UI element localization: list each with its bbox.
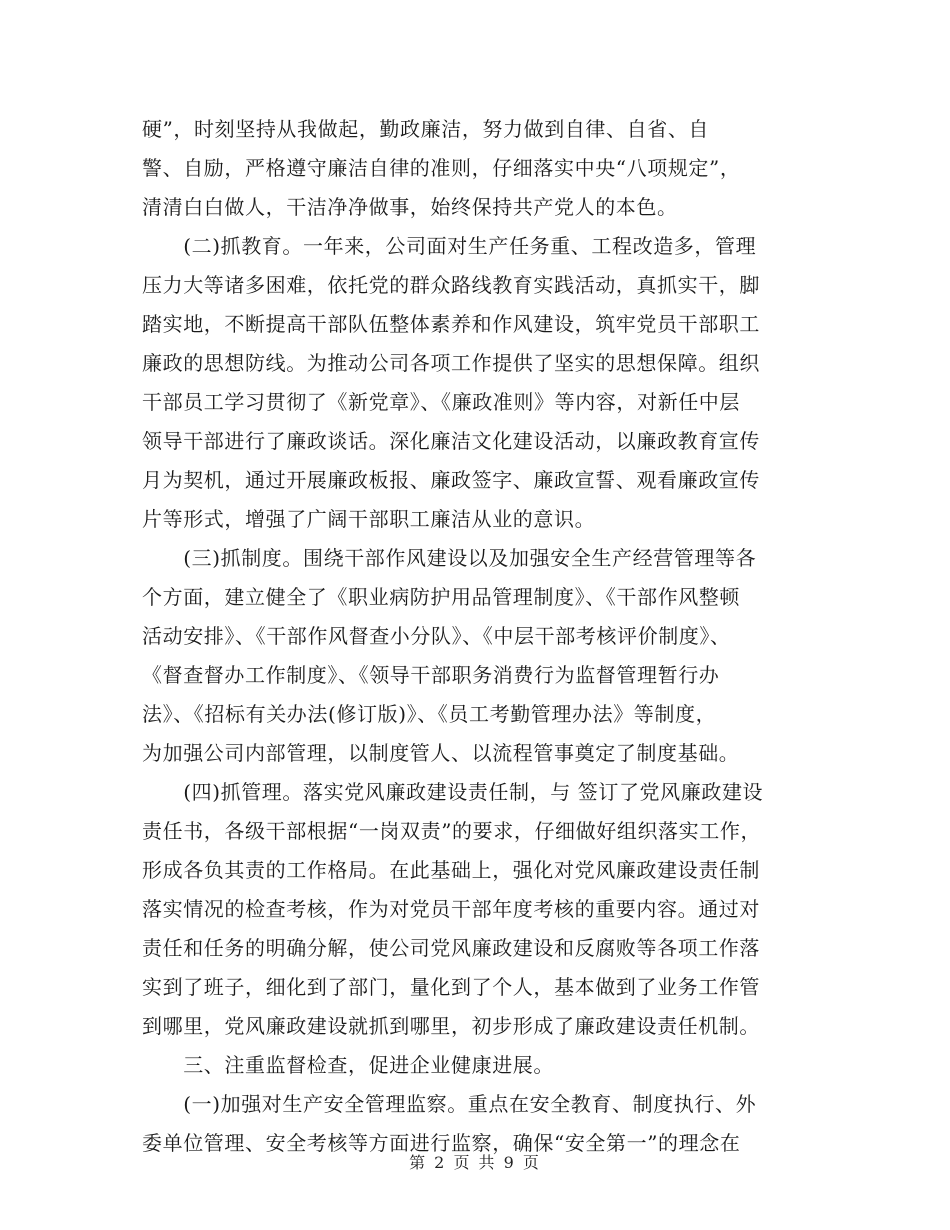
text-line: 领导干部进行了廉政谈话。深化廉洁文化建设活动，以廉政教育宣传 bbox=[142, 429, 760, 453]
text-line: 月为契机，通过开展廉政板报、廉政签字、廉政宣誓、观看廉政宣传 bbox=[142, 468, 760, 492]
text-line: 法》、《招标有关办法(修订版)》、《员工考勤管理办法》等制度， bbox=[142, 702, 717, 726]
text-line: 干部员工学习贯彻了《新党章》、《廉政准则》等内容，对新任中层 bbox=[142, 390, 740, 414]
text-line: 委单位管理、安全考核等方面进行监察，确保“安全第一”的理念在 bbox=[142, 1131, 741, 1155]
text-line: 压力大等诸多困难，依托党的群众路线教育实践活动，真抓实干，脚 bbox=[142, 273, 760, 297]
text-line: (二)抓教育。一年来，公司面对生产任务重、工程改造多，管理 bbox=[142, 234, 757, 258]
text-line: 清清白白做人，干洁净净做事，始终保持共产党人的本色。 bbox=[142, 195, 678, 219]
text-line: 实到了班子，细化到了部门，量化到了个人，基本做到了业务工作管 bbox=[142, 975, 760, 999]
text-line: 为加强公司内部管理，以制度管人、以流程管事奠定了制度基础。 bbox=[142, 741, 740, 765]
text-line: 片等形式，增强了广阔干部职工廉洁从业的意识。 bbox=[142, 507, 596, 531]
text-line: 硬”，时刻坚持从我做起，勤政廉洁，努力做到自律、自省、自 bbox=[142, 117, 710, 141]
text-line: (三)抓制度。围绕干部作风建设以及加强安全生产经营管理等各 bbox=[142, 546, 757, 570]
body-text bbox=[142, 110, 810, 1163]
text-line: 形成各负其责的工作格局。在此基础上，强化对党风廉政建设责任制 bbox=[142, 858, 760, 882]
page-number-footer: 第 2 页 共 9 页 bbox=[409, 1153, 541, 1172]
text-line: (四)抓管理。落实党风廉政建设责任制，与 签订了党风廉政建设 bbox=[142, 780, 764, 804]
text-line: 警、自励，严格遵守廉洁自律的准则，仔细落实中央“八项规定”， bbox=[142, 156, 741, 180]
text-line: 到哪里，党风廉政建设就抓到哪里，初步形成了廉政建设责任机制。 bbox=[142, 1014, 760, 1038]
text-line: 踏实地，不断提高干部队伍整体素养和作风建设，筑牢党员干部职工 bbox=[142, 312, 760, 336]
text-line: 个方面，建立健全了《职业病防护用品管理制度》、《干部作风整顿 bbox=[142, 585, 740, 609]
text-line: 廉政的思想防线。为推动公司各项工作提供了坚实的思想保障。组织 bbox=[142, 351, 760, 375]
text-line: 三、注重监督检查，促进企业健康进展。 bbox=[142, 1053, 554, 1077]
text-line: (一)加强对生产安全管理监察。重点在安全教育、制度执行、外 bbox=[142, 1092, 757, 1116]
text-line: 《督查督办工作制度》、《领导干部职务消费行为监督管理暂行办 bbox=[142, 663, 720, 687]
text-line: 责任书，各级干部根据“一岗双责”的要求，仔细做好组织落实工作， bbox=[142, 819, 762, 843]
text-line: 活动安排》、《干部作风督查小分队》、《中层干部考核评价制度》、 bbox=[142, 624, 731, 648]
text-line: 责任和任务的明确分解，使公司党风廉政建设和反腐败等各项工作落 bbox=[142, 936, 760, 960]
text-line: 落实情况的检查考核，作为对党员干部年度考核的重要内容。通过对 bbox=[142, 897, 760, 921]
